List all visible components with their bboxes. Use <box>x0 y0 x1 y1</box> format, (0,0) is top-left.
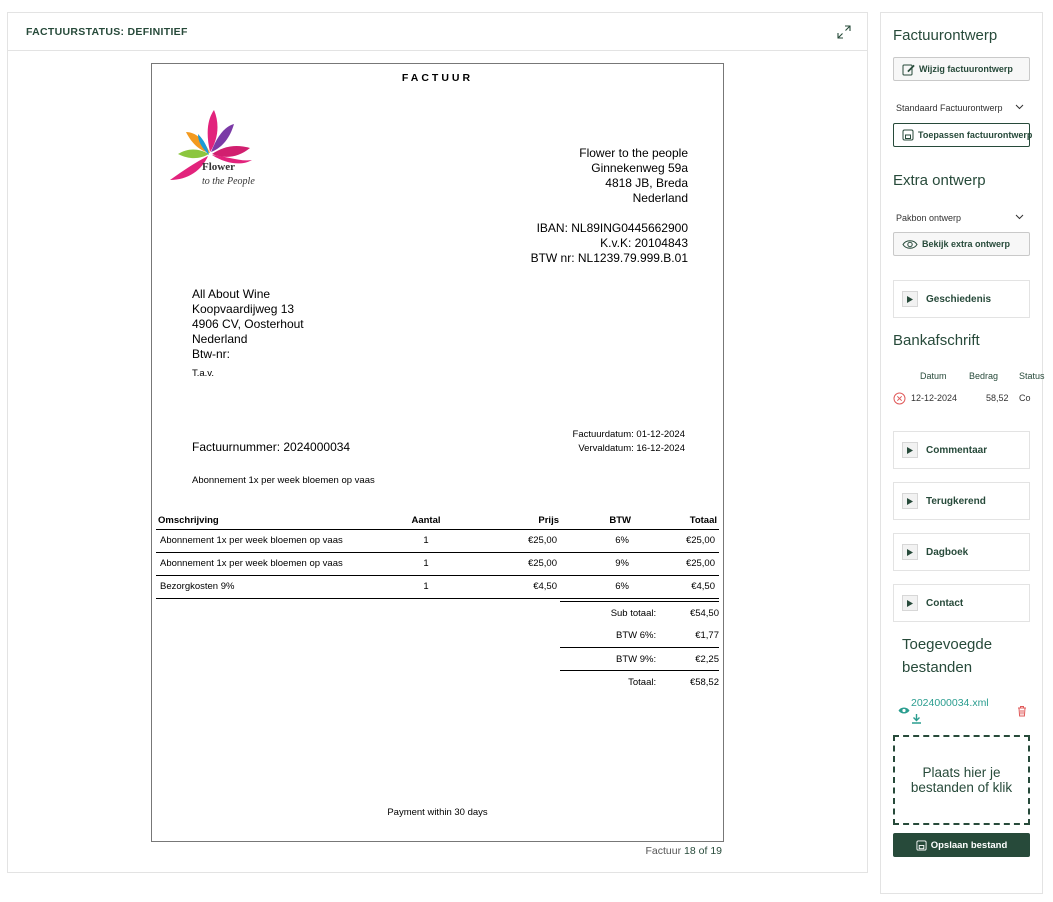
table-row <box>156 529 719 552</box>
bank-row-status: Co <box>1019 393 1031 403</box>
save-file-label: Opslaan bestand <box>930 839 1008 851</box>
unlink-x-icon[interactable] <box>893 392 906 405</box>
grand-total-row <box>560 671 719 694</box>
pager-prefix: Factuur <box>645 845 682 857</box>
logo-text-line1: Flower <box>202 161 235 173</box>
panel-header <box>8 13 867 51</box>
logo-text-line2: to the People <box>202 176 255 187</box>
kvk: K.v.K: 20104843 <box>600 236 688 250</box>
invoice-subject: Abonnement 1x per week bloemen op vaas <box>192 475 375 486</box>
btw9-value: €2,25 <box>660 648 719 671</box>
history-accordion[interactable] <box>893 280 1030 318</box>
sender-name: Flower to the people <box>579 146 688 160</box>
line-quantity: 1 <box>361 552 491 575</box>
file-name-link[interactable]: 2024000034.xml <box>911 697 989 709</box>
save-icon <box>902 129 914 141</box>
play-triangle-icon <box>902 442 918 458</box>
play-triangle-icon <box>902 544 918 560</box>
subtotal-label: Sub totaal: <box>560 602 660 625</box>
sender-bank-details <box>531 221 688 266</box>
eye-icon <box>902 239 918 250</box>
col-description: Omschrijving <box>156 513 361 529</box>
play-triangle-icon <box>902 291 918 307</box>
download-icon[interactable] <box>911 713 922 724</box>
trash-icon[interactable] <box>1017 705 1027 717</box>
recipient-vat: Btw-nr: <box>192 347 231 361</box>
invoice-lines-table <box>156 513 719 599</box>
change-design-button[interactable] <box>893 57 1030 81</box>
design-select[interactable] <box>893 99 1030 117</box>
apply-design-label: Toepassen factuurontwerp <box>918 130 1033 140</box>
table-header-row <box>156 513 719 529</box>
line-price: €25,00 <box>491 552 561 575</box>
bank-col-amount: Bedrag <box>969 371 999 381</box>
bank-row-amount: 58,52 <box>986 393 1009 403</box>
line-total: €25,00 <box>633 552 719 575</box>
sender-city: 4818 JB, Breda <box>605 176 688 190</box>
btw6-label: BTW 6%: <box>615 630 657 642</box>
recipient-country: Nederland <box>192 332 248 346</box>
save-file-button[interactable] <box>893 833 1030 857</box>
sender-street: Ginnekenweg 59a <box>591 161 688 175</box>
btw6-value: €1,77 <box>695 630 719 642</box>
chevron-down-icon <box>1015 102 1024 111</box>
save-icon <box>916 840 927 851</box>
invoice-preview-panel <box>7 12 868 873</box>
bank-row-date: 12-12-2024 <box>911 393 958 403</box>
col-quantity: Aantal <box>361 513 491 529</box>
line-price: €4,50 <box>491 575 561 598</box>
line-price: €25,00 <box>491 529 561 552</box>
journal-accordion[interactable] <box>893 533 1030 571</box>
line-total: €4,50 <box>633 575 719 598</box>
comment-label: Commentaar <box>926 444 988 456</box>
subtotal-value: €54,50 <box>660 602 719 625</box>
btw6-row <box>560 625 719 648</box>
apply-design-button[interactable] <box>893 123 1033 147</box>
sender-country: Nederland <box>632 191 688 205</box>
recurring-label: Terugkerend <box>926 495 986 507</box>
invoice-totals-table <box>560 601 719 694</box>
invoice-date: Factuurdatum: 01-12-2024 <box>572 429 685 440</box>
pager-value: 18 of 19 <box>684 845 722 857</box>
files-title-line2: bestanden <box>902 659 973 676</box>
invoice-dates <box>573 428 685 456</box>
files-section-title <box>902 633 992 679</box>
line-quantity: 1 <box>361 575 491 598</box>
attached-file-item <box>898 697 1038 727</box>
payment-terms: Payment within 30 days <box>387 807 488 818</box>
view-extra-design-button[interactable] <box>893 232 1030 256</box>
bank-col-date: Datum <box>920 371 947 381</box>
due-date: Vervaldatum: 16-12-2024 <box>578 443 685 454</box>
col-btw: BTW <box>561 513 633 529</box>
grand-total-label: Totaal: <box>560 671 660 694</box>
recipient-city: 4906 CV, Oosterhout <box>192 317 304 331</box>
change-design-label: Wijzig factuurontwerp <box>919 64 1013 74</box>
line-btw: 6% <box>561 575 633 598</box>
design-section-title: Factuurontwerp <box>893 27 998 44</box>
comment-accordion[interactable] <box>893 431 1030 469</box>
line-description: Abonnement 1x per week bloemen op vaas <box>156 529 361 552</box>
expand-icon[interactable] <box>837 25 851 39</box>
eye-icon[interactable] <box>898 706 910 715</box>
invoice-status-title: FACTUURSTATUS: DEFINITIEF <box>26 25 188 38</box>
files-title-line1: Toegevoegde <box>902 636 993 653</box>
table-row <box>156 552 719 575</box>
history-label: Geschiedenis <box>926 293 992 305</box>
btw9-row <box>560 648 719 671</box>
line-btw: 6% <box>561 529 633 552</box>
design-select-value: Standaard Factuurontwerp <box>896 103 1003 113</box>
play-triangle-icon <box>902 493 918 509</box>
sender-address <box>579 146 688 206</box>
recurring-accordion[interactable] <box>893 482 1030 520</box>
view-extra-label: Bekijk extra ontwerp <box>922 239 1011 249</box>
recipient-attn: T.a.v. <box>192 368 214 379</box>
company-logo <box>162 104 272 194</box>
line-description: Bezorgkosten 9% <box>156 575 361 598</box>
recipient-street: Koopvaardijweg 13 <box>192 302 295 316</box>
line-total: €25,00 <box>633 529 719 552</box>
invoice-pager <box>646 845 722 857</box>
btw9-label: BTW 9%: <box>560 648 660 671</box>
bank-col-status: Status <box>1019 371 1045 381</box>
extra-design-select[interactable] <box>893 209 1030 227</box>
bank-section-title: Bankafschrift <box>893 332 980 349</box>
btw-number: BTW nr: NL1239.79.999.B.01 <box>530 251 688 265</box>
extra-select-value: Pakbon ontwerp <box>896 213 962 223</box>
sidebar <box>880 12 1043 894</box>
iban: IBAN: NL89ING0445662900 <box>536 221 688 235</box>
contact-label: Contact <box>926 597 964 609</box>
contact-accordion[interactable] <box>893 584 1030 622</box>
table-row <box>156 575 719 598</box>
subtotal-row <box>560 602 719 625</box>
recipient-address <box>192 287 304 381</box>
col-total: Totaal <box>633 513 719 529</box>
col-price: Prijs <box>491 513 561 529</box>
line-btw: 9% <box>561 552 633 575</box>
extra-section-title: Extra ontwerp <box>893 172 986 189</box>
invoice-page <box>151 63 724 842</box>
recipient-name: All About Wine <box>192 287 271 301</box>
grand-total-value: €58,52 <box>660 671 719 694</box>
line-quantity: 1 <box>361 529 491 552</box>
invoice-title: FACTUUR <box>401 72 474 84</box>
invoice-number: Factuurnummer: 2024000034 <box>192 440 351 454</box>
edit-icon <box>902 63 915 76</box>
chevron-down-icon <box>1015 212 1024 221</box>
file-dropzone[interactable]: Plaats hier je bestanden of klik <box>893 735 1030 825</box>
line-description: Abonnement 1x per week bloemen op vaas <box>156 552 361 575</box>
journal-label: Dagboek <box>926 546 969 558</box>
play-triangle-icon <box>902 595 918 611</box>
